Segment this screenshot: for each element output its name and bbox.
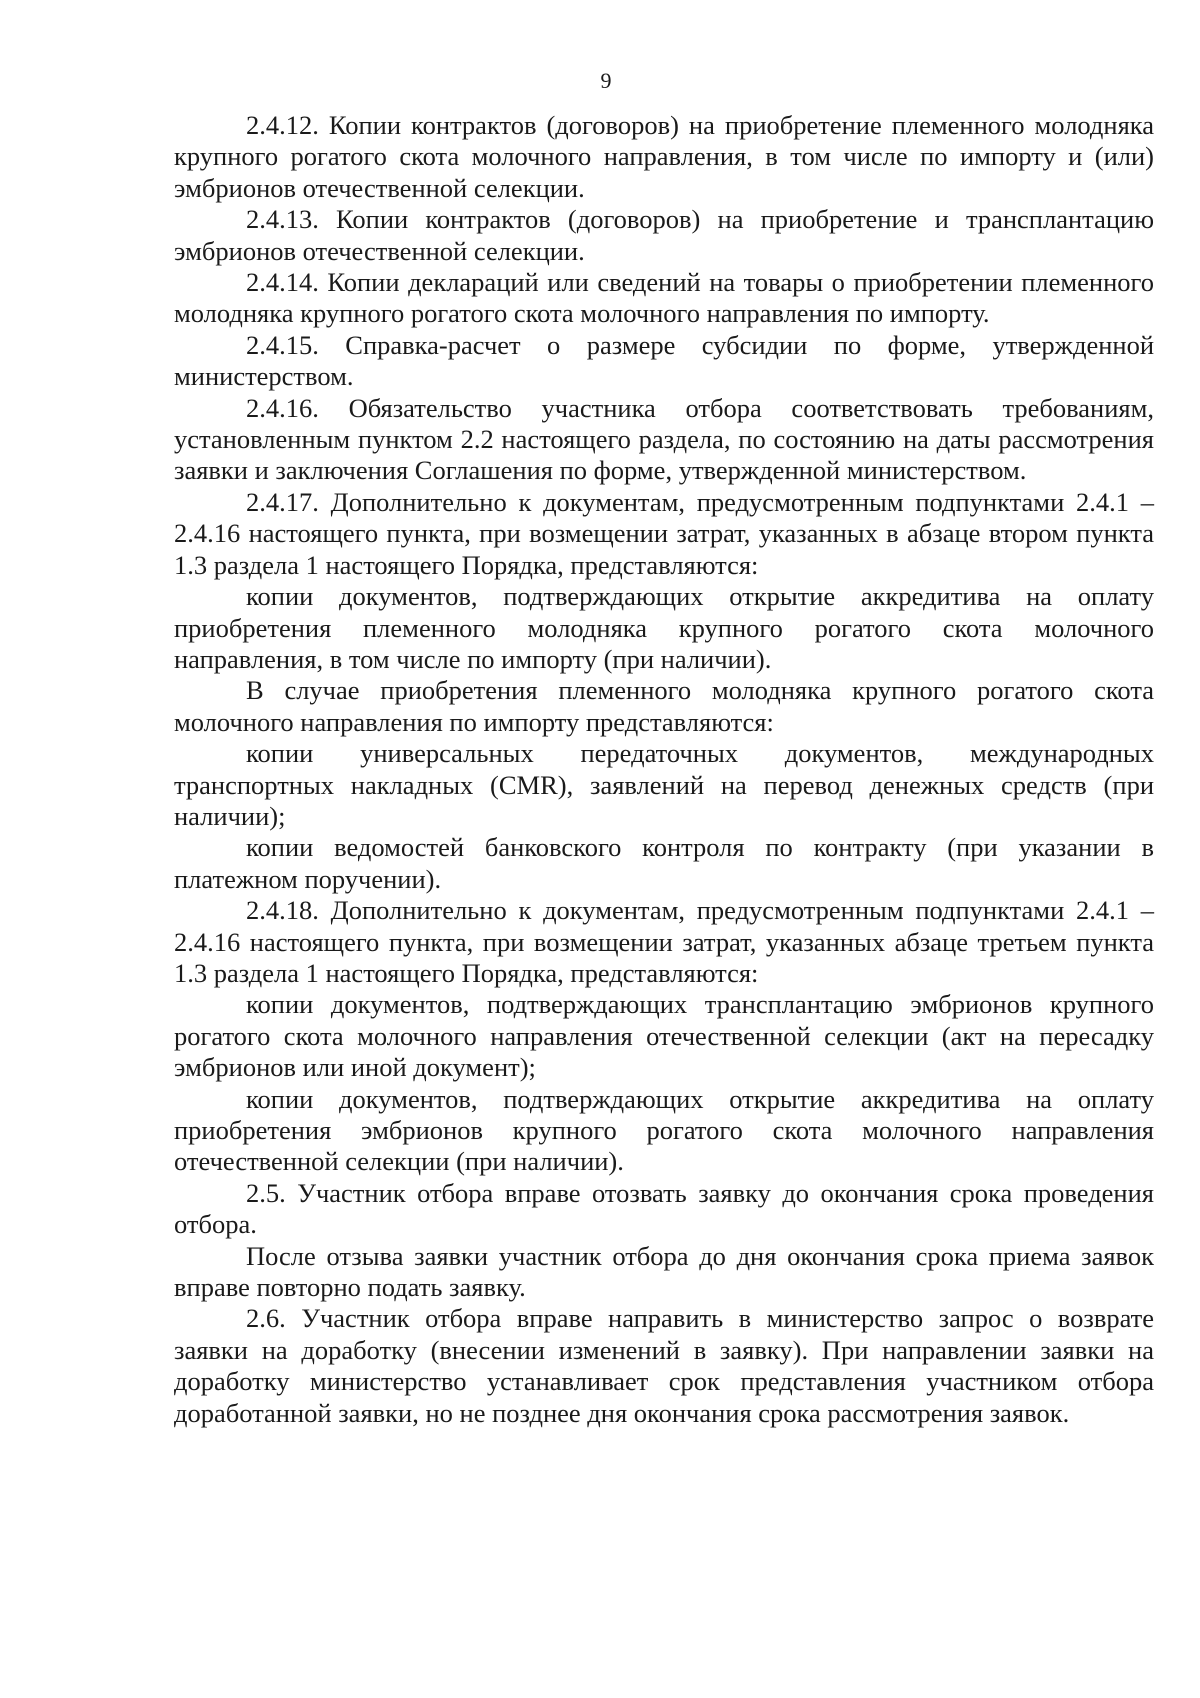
paragraph-after-withdrawal: После отзыва заявки участник отбора до дня окончания срока приема заявок вправе повторно подать заявку. bbox=[174, 1240, 1154, 1303]
paragraph-transfer-documents: копии универсальных передаточных документов, международных транспортных накладных (CMR), заявлений на перевод денежных средств (при наличии); bbox=[174, 738, 1154, 831]
paragraph-2-6: 2.6. Участник отбора вправе направить в министерство запрос о возврате заявки на доработку (внесении изменений в заявку). При направлении заявки на доработку министерство устанавливает срок представления участником отбора доработанной заявки, но не позднее дня окончания срока рассмотрения заявок. bbox=[174, 1303, 1154, 1428]
paragraph-2-4-14: 2.4.14. Копии деклараций или сведений на товары о приобретении племенного молодняка крупного рогатого скота молочного направления по импорту. bbox=[174, 267, 1154, 329]
paragraph-2-4-16: 2.4.16. Обязательство участника отбора соответствовать требованиям, установленным пунктом 2.2 настоящего раздела, по состоянию на даты рассмотрения заявки и заключения Соглашения по форме, утвержденной министерством. bbox=[174, 392, 1154, 486]
paragraph-2-4-13: 2.4.13. Копии контрактов (договоров) на приобретение и трансплантацию эмбрионов отечественной селекции. bbox=[174, 204, 1154, 266]
paragraph-accreditive-copies: копии документов, подтверждающих открытие аккредитива на оплату приобретения племенного молодняка крупного рогатого скота молочного направления, в том числе по импорту (при наличии). bbox=[174, 581, 1154, 674]
paragraph-2-4-12: 2.4.12. Копии контрактов (договоров) на приобретение племенного молодняка крупного рогатого скота молочного направления, в том числе по импорту и (или) эмбрионов отечественной селекции. bbox=[174, 110, 1154, 203]
paragraph-transplantation-documents: копии документов, подтверждающих трансплантацию эмбрионов крупного рогатого скота молочного направления отечественной селекции (акт на пересадку эмбрионов или иной документ); bbox=[174, 989, 1154, 1083]
document-body bbox=[174, 110, 1154, 1429]
paragraph-2-4-17: 2.4.17. Дополнительно к документам, предусмотренным подпунктами 2.4.1 – 2.4.16 настоящего пункта, при возмещении затрат, указанных в абзаце втором пункта 1.3 раздела 1 настоящего Порядка, представляются: bbox=[174, 486, 1154, 580]
paragraph-2-4-15: 2.4.15. Справка-расчет о размере субсидии по форме, утвержденной министерством. bbox=[174, 329, 1154, 392]
paragraph-bank-control: копии ведомостей банковского контроля по контракту (при указании в платежном поручении). bbox=[174, 832, 1154, 894]
paragraph-embryo-accreditive: копии документов, подтверждающих открытие аккредитива на оплату приобретения эмбрионов крупного рогатого скота молочного направления отечественной селекции (при наличии). bbox=[174, 1083, 1154, 1177]
page-number: 9 bbox=[600, 68, 612, 93]
paragraph-2-4-18: 2.4.18. Дополнительно к документам, предусмотренным подпунктами 2.4.1 – 2.4.16 настоящего пункта, при возмещении затрат, указанных абзаце третьем пункта 1.3 раздела 1 настоящего Порядка, представляются: bbox=[174, 895, 1154, 988]
paragraph-import-case: В случае приобретения племенного молодняка крупного рогатого скота молочного направления по импорту представляются: bbox=[174, 675, 1154, 737]
paragraph-2-5: 2.5. Участник отбора вправе отозвать заявку до окончания срока проведения отбора. bbox=[174, 1177, 1154, 1240]
